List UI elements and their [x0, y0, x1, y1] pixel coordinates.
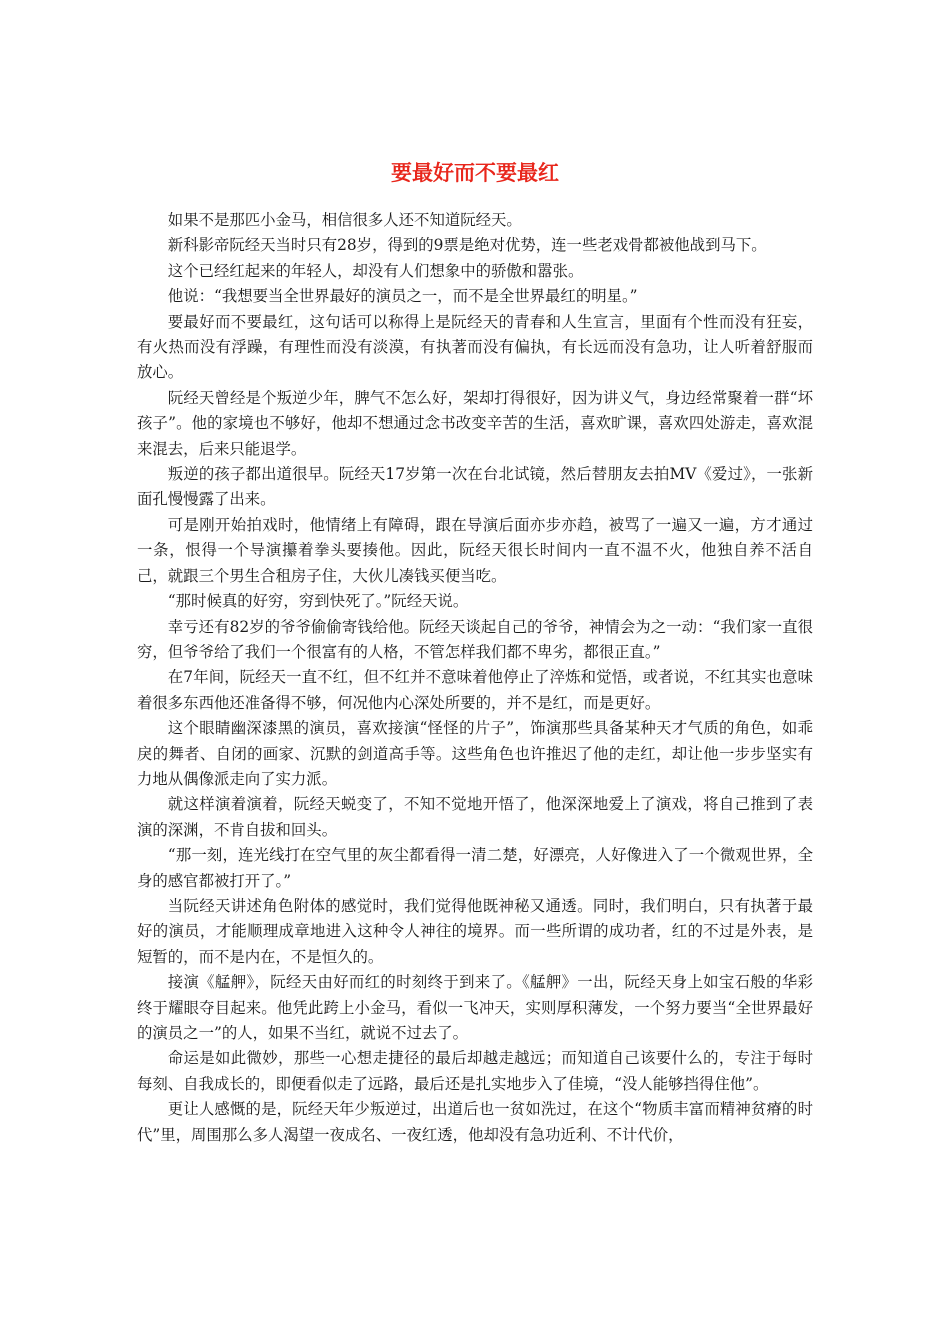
paragraph: “那时候真的好穷，穷到快死了。”阮经天说。 [167, 592, 469, 611]
paragraph: 这个眼睛幽深漆黑的演员，喜欢接演“怪怪的片子”，饰演那些具备某种天才气质的角色，如乖戾的舞者、自闭的画家、沉默的剑道高手等。这些角色也许推迟了他的走红，却让他一步步坚实有力地从偶像派走向了实力派。 [137, 719, 813, 788]
paragraph: 更让人感慨的是，阮经天年少叛逆过，出道后也一贫如洗过，在这个“物质丰富而精神贫瘠的时代”里，周围那么多人渴望一夜成名、一夜红透，他却没有急功近利、不计代价， [137, 1100, 813, 1144]
paragraph: 命运是如此微妙，那些一心想走捷径的最后却越走越远；而知道自己该要什么的，专注于每时每刻、自我成长的，即便看似走了远路，最后还是扎实地步入了佳境，“没人能够挡得住他”。 [137, 1049, 813, 1093]
paragraph: 当阮经天讲述角色附体的感觉时，我们觉得他既神秘又通透。同时，我们明白，只有执著于最好的演员，才能顺理成章地进入这种令人神往的境界。而一些所谓的成功者，红的不过是外表，是短暂的，而不是内在，不是恒久的。 [137, 896, 813, 966]
paragraph: 如果不是那匹小金马，相信很多人还不知道阮经天。 [167, 211, 522, 229]
paragraph: “那一刻，连光线打在空气里的灰尘都看得一清二楚，好漂亮，人好像进入了一个微观世界，全身的感官都被打开了。” [137, 846, 813, 890]
paragraph: 他说：“我想要当全世界最好的演员之一，而不是全世界最红的明星。” [167, 287, 638, 306]
paragraph: 要最好而不要最红，这句话可以称得上是阮经天的青春和人生宣言，里面有个性而没有狂妄，有火热而没有浮躁，有理性而没有淡漠，有执著而没有偏执，有长远而没有急功，让人听着舒服而放心。 [137, 312, 813, 382]
paragraph: 阮经天曾经是个叛逆少年，脾气不怎么好，架却打得很好，因为讲义气，身边经常聚着一群“坏孩子”。他的家境也不够好，他却不想通过念书改变辛苦的生活，喜欢旷课，喜欢四处游走，喜欢混来混去，后来只能退学。 [137, 388, 813, 458]
article-body [137, 208, 813, 1148]
article-title: 要最好而不要最红 [391, 161, 559, 185]
paragraph: 在7年间，阮经天一直不红，但不红并不意味着他停止了淬炼和觉悟，或者说，不红其实也意味着很多东西他还准备得不够，何况他内心深处所要的，并不是红，而是更好。 [137, 668, 813, 712]
paragraph: 接演《艋舺》，阮经天由好而红的时刻终于到来了。《艋舺》一出，阮经天身上如宝石般的华彩终于耀眼夺目起来。他凭此跨上小金马，看似一飞冲天，实则厚积薄发，一个努力要当“全世界最好的演员之一”的人，如果不当红，就说不过去了。 [137, 973, 813, 1042]
paragraph: 幸亏还有82岁的爷爷偷偷寄钱给他。阮经天谈起自己的爷爷，神情会为之一动：“我们家一直很穷，但爷爷给了我们一个很富有的人格，不管怎样我们都不卑劣，都很正直。” [137, 617, 813, 661]
paragraph: 新科影帝阮经天当时只有28岁，得到的9票是绝对优势，连一些老戏骨都被他战到马下。 [167, 236, 767, 255]
paragraph: 就这样演着演着，阮经天蜕变了，不知不觉地开悟了，他深深地爱上了演戏，将自己推到了表演的深渊，不肯自拔和回头。 [137, 795, 813, 839]
paragraph: 叛逆的孩子都出道很早。阮经天17岁第一次在台北试镜，然后替朋友去拍MV《爱过》，一张新面孔慢慢露了出来。 [137, 465, 813, 509]
paragraph: 可是刚开始拍戏时，他情绪上有障碍，跟在导演后面亦步亦趋，被骂了一遍又一遍，方才通过一条，恨得一个导演攥着拳头要揍他。因此，阮经天很长时间内一直不温不火，他独自养不活自己，就跟三个男生合租房子住，大伙儿凑钱买便当吃。 [137, 515, 813, 585]
paragraph: 这个已经红起来的年轻人，却没有人们想象中的骄傲和嚣张。 [167, 261, 584, 280]
